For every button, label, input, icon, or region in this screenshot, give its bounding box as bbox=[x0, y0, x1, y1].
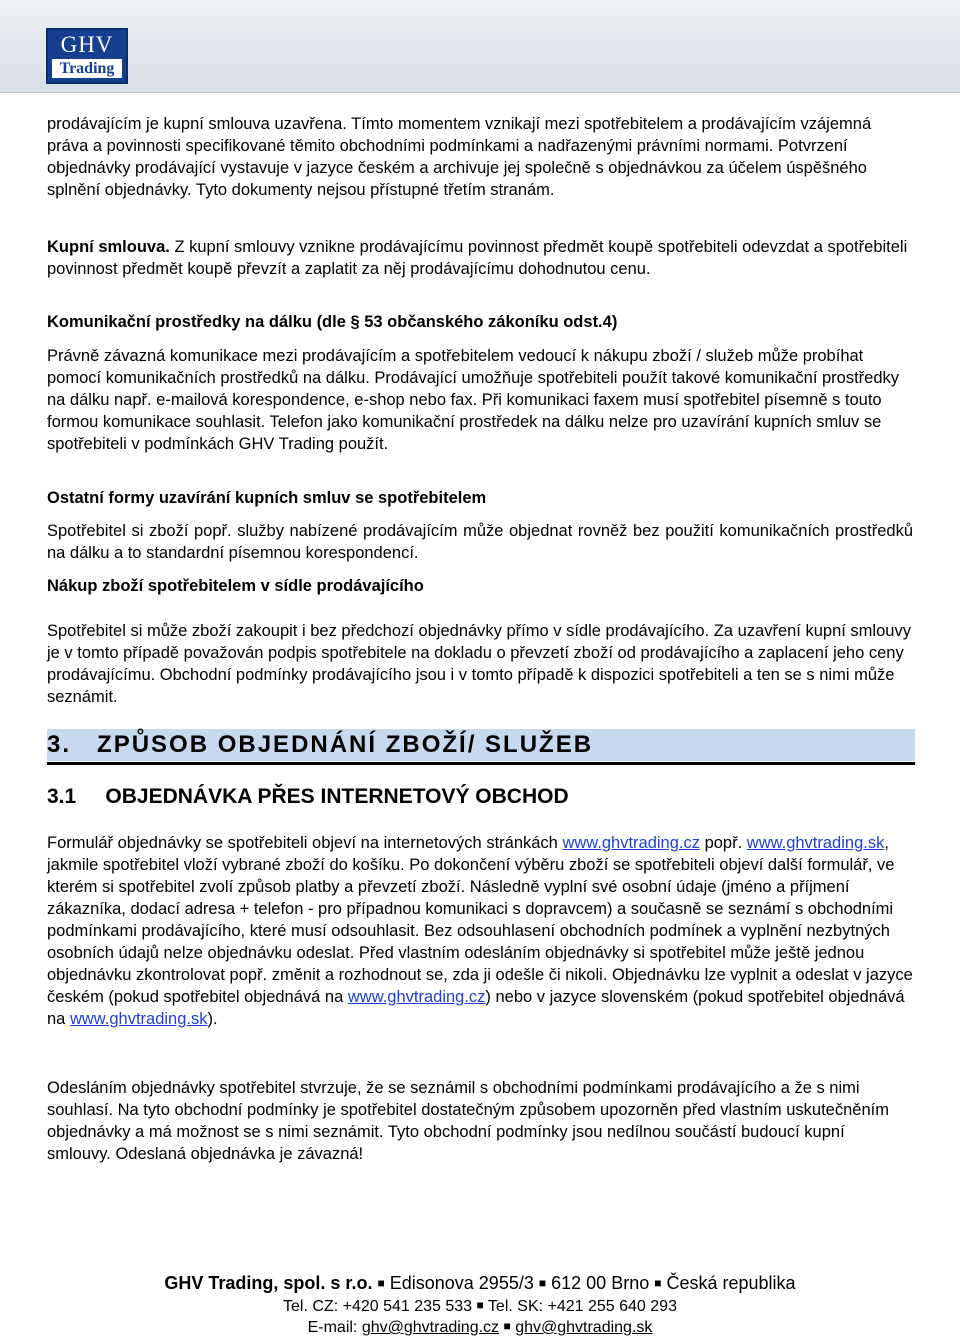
kupni-smlouva-text: Z kupní smlouvy vznikne prodávajícímu povinnost předmět koupě spotřebiteli odevzdat a spotřebiteli povinnost předmět koupě převzít a zaplatit za něj prodávajícímu dohodnutou cenu. bbox=[47, 238, 908, 278]
objednavka-paragraph bbox=[47, 832, 913, 1030]
komunikacni-heading: Komunikační prostředky na dálku (dle § 53 občanského zákoníku odst.4) bbox=[47, 313, 618, 331]
ghvtrading-sk-link-2[interactable]: www.ghvtrading.sk bbox=[69, 1010, 208, 1028]
footer-separator-icon: ■ bbox=[476, 1298, 484, 1312]
ostatni-paragraph: Spotřebitel si zboží popř. služby nabízené prodávajícím může objednat rovněž bez použití komunikačních prostředků na dálku a to standardní písemnou korespondencí. bbox=[47, 522, 913, 562]
footer-email-label: E-mail: bbox=[307, 1319, 362, 1336]
ostatni-heading: Ostatní formy uzavírání kupních smluv se spotřebitelem bbox=[47, 489, 487, 507]
objednavka-text-b: popř. bbox=[700, 834, 747, 852]
section-3-1-heading bbox=[47, 783, 569, 811]
komunikacni-paragraph: Právně závazná komunikace mezi prodávajícím a spotřebitelem vedoucí k nákupu zboží / služeb může probíhat pomocí komunikačních prostředků na dálku. Prodávající umožňuje spotřebiteli použít takové komunikační prostředky na dálku např. e-mailová korespondence, e-shop nebo fax. Při komunikaci faxem musí spotřebitel písemně s touto formou komunikace souhlasit. Telefon jako komunikační prostředek na dálku nelze pro uzavírání kupních smluv se spotřebiteli v podmínkách GHV Trading použít. bbox=[47, 347, 900, 453]
nakup-paragraph: Spotřebitel si může zboží zakoupit i bez předchozí objednávky přímo v sídle prodávajícího. Za uzavření kupní smlouvy je v tomto případě považován podpis spotřebitele na dokladu o převzetí zboží od prodávajícího a zaplacení jeho ceny prodávajícímu. Obchodní podmínky prodávajícího jsou i v tomto případě k dispozici spotřebiteli a ten se s nimi může seznámit. bbox=[47, 622, 911, 706]
ghvtrading-cz-link-2[interactable]: www.ghvtrading.cz bbox=[347, 988, 486, 1006]
ghv-trading-logo bbox=[46, 28, 128, 84]
logo-bottom-text: Trading bbox=[52, 59, 122, 78]
footer-tel-sk: Tel. SK: +421 255 640 293 bbox=[487, 1298, 677, 1315]
footer-line-1 bbox=[0, 1272, 960, 1294]
kupni-smlouva-paragraph bbox=[47, 236, 913, 280]
section-3-banner bbox=[47, 729, 915, 761]
footer-country: Česká republika bbox=[666, 1273, 796, 1293]
footer-company: GHV Trading, spol. s r.o. bbox=[164, 1273, 373, 1293]
footer-email-cz-link[interactable]: ghv@ghvtrading.cz bbox=[361, 1319, 500, 1336]
nakup-heading: Nákup zboží spotřebitelem v sídle prodávajícího bbox=[47, 577, 424, 595]
objednavka-text-c: , jakmile spotřebitel vloží vybrané zboží do košíku. Po dokončení výběru zboží se spotřebiteli objeví další formulář, ve kterém si spotřebitel zvolí způsob platby a převzetí zboží. Následně vyplní své osobní údaje (jméno a příjmení zákazníka, dodací adresa + telefon - pro případnou komunikaci s dopravcem) a současně se seznámí s obchodními podmínkami prodávajícího, které musí odsouhlasit. Bez odsouhlasení obchodních podmínek a vyplnění nezbytných osobních údajů nelze objednávku odeslat. Před vlastním odesláním objednávky si spotřebitel může ještě jednou objednávku zkontrolovat popř. změnit a rozhodnout se, zda ji odešle či nikoli. Objednávku lze vyplnit a odeslat v jazyce českém (pokud spotřebitel objednává na bbox=[47, 834, 913, 1006]
footer-line-2 bbox=[0, 1295, 960, 1317]
ghvtrading-cz-link[interactable]: www.ghvtrading.cz bbox=[562, 834, 700, 852]
objednavka-text-a: Formulář objednávky se spotřebiteli objeví na internetových stránkách bbox=[47, 834, 563, 852]
ghvtrading-sk-link[interactable]: www.ghvtrading.sk bbox=[746, 834, 885, 852]
footer-separator-icon: ■ bbox=[503, 1319, 511, 1333]
footer-separator-icon: ■ bbox=[538, 1276, 547, 1290]
objednavka-text-e: ). bbox=[207, 1010, 218, 1028]
section-3-rule bbox=[47, 762, 915, 765]
section-3-1-number: 3.1 bbox=[47, 785, 77, 808]
footer-address: Edisonova 2955/3 bbox=[389, 1273, 534, 1293]
kupni-smlouva-label: Kupní smlouva. bbox=[47, 238, 170, 256]
footer-separator-icon: ■ bbox=[377, 1276, 385, 1290]
footer-email-sk-link[interactable]: ghv@ghvtrading.sk bbox=[515, 1319, 653, 1336]
section-3-heading bbox=[47, 729, 593, 761]
footer-tel-cz: Tel. CZ: +420 541 235 533 bbox=[283, 1298, 473, 1315]
page-header bbox=[0, 0, 960, 93]
objednavka-text-d: ) nebo v jazyce slovenském (pokud spotřebitel objednává na bbox=[47, 988, 905, 1028]
footer-separator-icon: ■ bbox=[654, 1276, 662, 1290]
odeslanim-paragraph: Odesláním objednávky spotřebitel stvrzuje, že se seznámil s obchodními podmínkami prodávajícího a že s nimi souhlasí. Na tyto obchodní podmínky je spotřebitel dostatečným způsobem upozorněn před vlastním uskutečněním objednávky a má možnost se s nimi seznámit. Tyto obchodní podmínky jsou nedílnou součástí budoucí kupní smlouvy. Odeslaná objednávka je závazná! bbox=[47, 1079, 889, 1163]
section-3-number: 3. bbox=[47, 731, 72, 758]
footer-city: 612 00 Brno bbox=[551, 1273, 650, 1293]
section-3-1-title: OBJEDNÁVKA PŘES INTERNETOVÝ OBCHOD bbox=[105, 785, 569, 808]
section-3-title: ZPŮSOB OBJEDNÁNÍ ZBOŽÍ/ SLUŽEB bbox=[97, 731, 594, 758]
footer-line-3 bbox=[0, 1316, 960, 1338]
intro-paragraph: prodávajícím je kupní smlouva uzavřena. Tímto momentem vznikají mezi spotřebitelem a prodávajícím vzájemná práva a povinnosti specifikované těmito obchodními podmínkami a nadřazenými právními normami. Potvrzení objednávky prodávající vystavuje v jazyce českém a archivuje jej společně s objednávkou za účelem úspěšného splnění objednávky. Tyto dokumenty nejsou přístupné třetím stranám. bbox=[47, 115, 872, 199]
logo-top-text: GHV bbox=[60, 32, 114, 57]
